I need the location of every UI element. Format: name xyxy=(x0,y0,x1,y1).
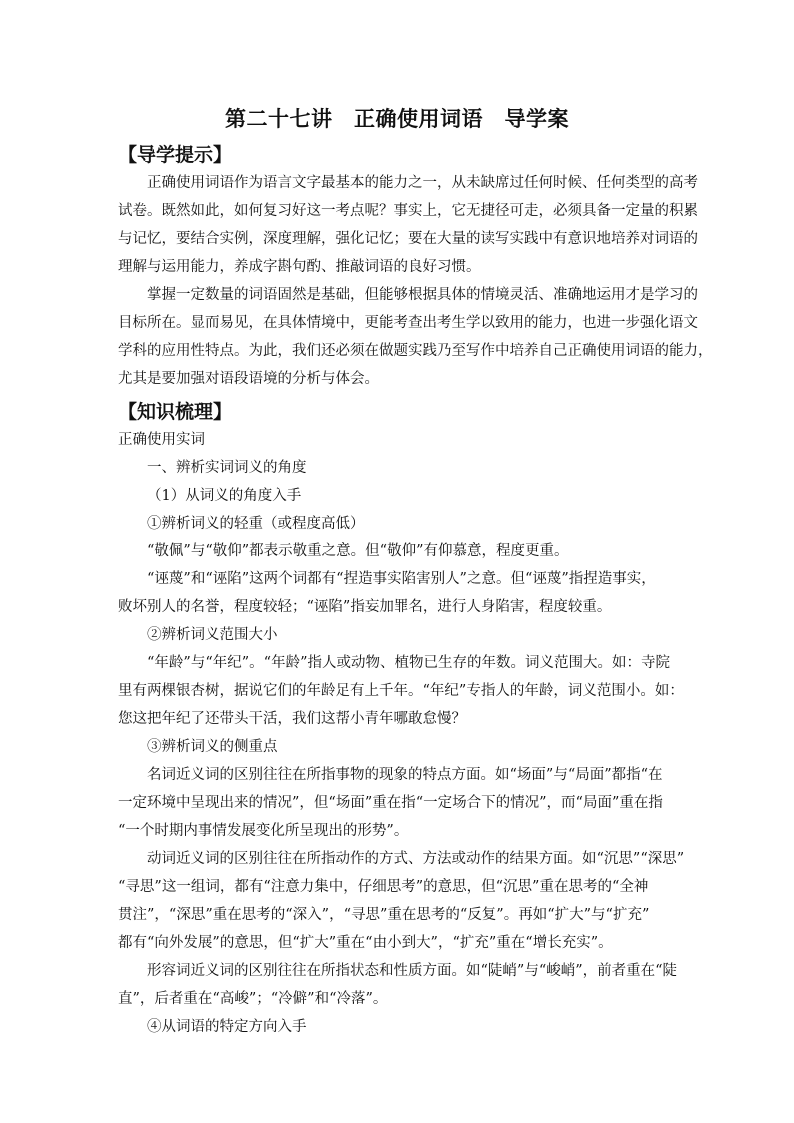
paragraph-line: 理解与运用能力，养成字斟句酌、推敲词语的良好习惯。 xyxy=(118,259,481,275)
paragraph-line: 掌握一定数量的词语固然是基础，但能够根据具体的情境灵活、准确地运用才是学习的 xyxy=(147,287,698,303)
list-heading: （1）从词义的角度入手 xyxy=(147,488,302,504)
list-heading: 一、辨析实词词义的角度 xyxy=(147,460,307,476)
paragraph-line: 动词近义词的区别往往在所指动作的方式、方法或动作的结果方面。如“沉思”“深思” xyxy=(147,851,685,867)
paragraph-line: 都有“向外发展”的意思，但“扩大”重在“由小到大”，“扩充”重在“增长充实”。 xyxy=(118,935,613,951)
paragraph-line: “年龄”与“年纪”。“年龄”指人或动物、植物已生存的年数。词义范围大。如：寺院 xyxy=(147,655,670,671)
list-heading: ③辨析词义的侧重点 xyxy=(147,739,278,755)
paragraph-line: 与记忆，要结合实例，深度理解，强化记忆；要在大量的读写实践中有意识地培养对词语的 xyxy=(118,231,698,247)
paragraph-line: “敬佩”与“敬仰”都表示敬重之意。但“敬仰”有仰慕意，程度更重。 xyxy=(147,543,569,559)
section-heading-knowledge: 【知识梳理】 xyxy=(118,401,233,423)
paragraph-line: 您这把年纪了还带头干活，我们这帮小青年哪敢怠慢？ xyxy=(118,711,466,727)
paragraph-line: “一个时期内事情发展变化所呈现出的形势”。 xyxy=(118,823,409,839)
paragraph-line: 尤其是要加强对语段语境的分析与体会。 xyxy=(118,371,379,387)
list-heading: ①辨析词义的轻重（或程度高低） xyxy=(147,516,365,532)
paragraph-line: 贯注”，“深思”重在思考的“深入”，“寻思”重在思考的“反复”。再如“扩大”与“扩充” xyxy=(118,907,650,923)
page-title: 第二十七讲 正确使用词语 导学案 xyxy=(225,106,569,131)
paragraph-line: 里有两棵银杏树，据说它们的年龄足有上千年。“年纪”专指人的年龄，词义范围小。如： xyxy=(118,683,684,699)
paragraph-line: 试卷。既然如此，如何复习好这一考点呢？事实上，它无捷径可走，必须具备一定量的积累 xyxy=(118,203,698,219)
paragraph-line: 一定环境中呈现出来的情况”，但“场面”重在指“一定场合下的情况”，而“局面”重在指 xyxy=(118,795,663,811)
paragraph-line: “寻思”这一组词，都有“注意力集中，仔细思考”的意思，但“沉思”重在思考的“全神 xyxy=(118,879,649,895)
paragraph-line: 目标所在。显而易见，在具体情境中，更能考查出考生学以致用的能力，也进一步强化语文 xyxy=(118,315,698,331)
paragraph-line: 败坏别人的名誉，程度较轻；“诬陷”指妄加罪名，进行人身陷害，程度较重。 xyxy=(118,599,612,615)
list-heading: ②辨析词义范围大小 xyxy=(147,627,278,643)
paragraph-line: “诬蔑”和“诬陷”这两个词都有“捏造事实陷害别人”之意。但“诬蔑”指捏造事实， xyxy=(147,571,656,587)
section-heading-guide: 【导学提示】 xyxy=(118,144,233,166)
subsection-title: 正确使用实词 xyxy=(118,432,205,448)
list-heading: ④从词语的特定方向入手 xyxy=(147,1019,307,1035)
paragraph-line: 直”，后者重在“高峻”；“冷僻”和“冷落”。 xyxy=(118,991,388,1007)
paragraph-line: 名词近义词的区别往往在所指事物的现象的特点方面。如“场面”与“局面”都指“在 xyxy=(147,767,663,783)
paragraph-line: 正确使用词语作为语言文字最基本的能力之一，从未缺席过任何时候、任何类型的高考 xyxy=(147,175,698,191)
paragraph-line: 形容词近义词的区别往往在所指状态和性质方面。如“陡峭”与“峻峭”，前者重在“陡 xyxy=(147,963,678,979)
paragraph-line: 学科的应用性特点。为此，我们还必须在做题实践乃至写作中培养自己正确使用词语的能力， xyxy=(118,343,713,359)
